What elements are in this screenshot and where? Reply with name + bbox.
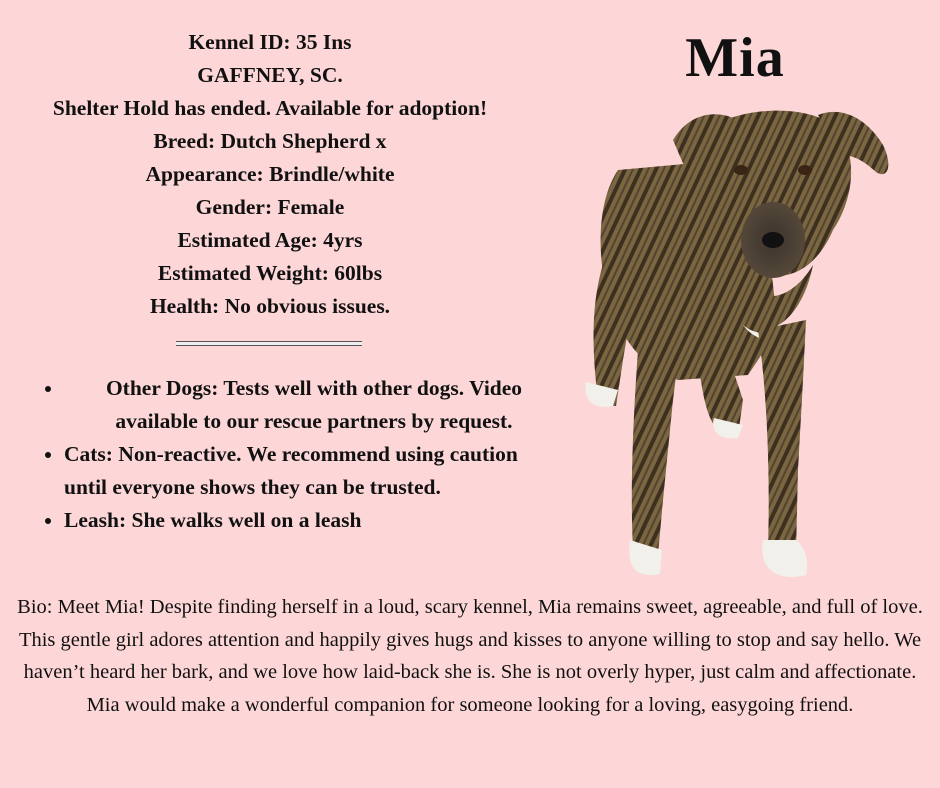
estimated-age: Estimated Age: 4yrs <box>177 228 363 252</box>
health: Health: No obvious issues. <box>149 294 391 318</box>
dog-photo <box>578 100 908 585</box>
shelter-location: GAFFNEY, SC. <box>197 63 343 87</box>
kennel-id: Kennel ID: 35 Ins <box>188 30 352 54</box>
temperament-list <box>38 372 564 537</box>
section-divider <box>176 341 362 346</box>
appearance: Appearance: Brindle/white <box>145 162 395 186</box>
gender: Gender: Female <box>195 195 345 219</box>
list-item-cats: • Cats: Non-reactive. We recommend using caution until everyone shows they can be trusted. <box>64 438 564 504</box>
dog-info-block <box>20 26 520 323</box>
bio-paragraph: Bio: Meet Mia! Despite finding herself in a loud, scary kennel, Mia remains sweet, agreeable, and full of love. This gentle girl adores attention and happily gives hugs and kisses to anyone willing to stop and say hello. We haven’t heard her bark, and we love how laid-back she is. She is not overly hyper, just calm and affectionate. Mia would make a wonderful companion for someone looking for a loving, easygoing friend. <box>17 596 923 716</box>
adoption-status: Shelter Hold has ended. Available for adoption! <box>52 96 488 120</box>
list-item-leash: • Leash: She walks well on a leash <box>64 504 564 537</box>
breed: Breed: Dutch Shepherd x <box>153 129 387 153</box>
estimated-weight: Estimated Weight: 60lbs <box>157 261 383 285</box>
dog-name: Mia <box>685 27 785 89</box>
list-item-other-dogs: • Other Dogs: Tests well with other dogs. Video available to our rescue partners by request. <box>64 372 564 438</box>
